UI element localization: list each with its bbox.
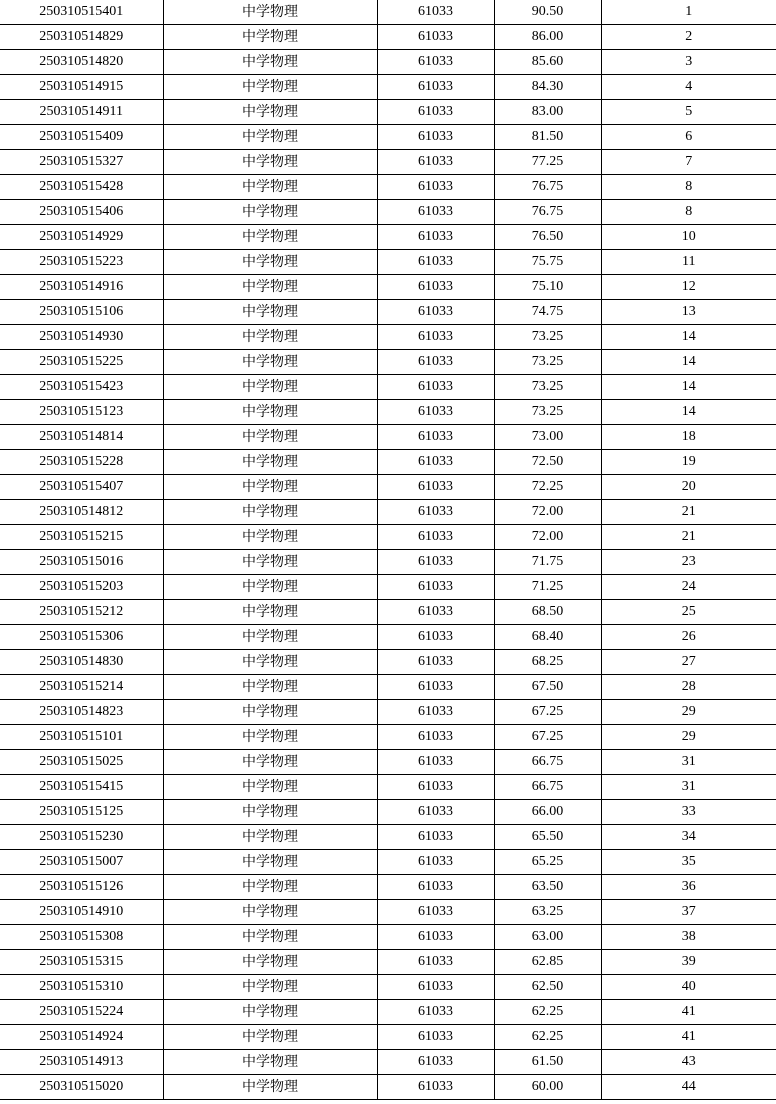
position-code-cell: 61033 — [377, 850, 494, 875]
score-cell: 62.50 — [494, 975, 601, 1000]
position-code-cell: 61033 — [377, 725, 494, 750]
position-code-cell: 61033 — [377, 800, 494, 825]
rank-cell: 40 — [601, 975, 776, 1000]
rank-cell: 20 — [601, 475, 776, 500]
subject-cell: 中学物理 — [163, 825, 377, 850]
score-cell: 71.75 — [494, 550, 601, 575]
subject-cell: 中学物理 — [163, 475, 377, 500]
subject-cell: 中学物理 — [163, 725, 377, 750]
rank-cell: 18 — [601, 425, 776, 450]
candidate-id-cell: 250310515228 — [0, 450, 163, 475]
position-code-cell: 61033 — [377, 0, 494, 25]
rank-cell: 14 — [601, 400, 776, 425]
table-row — [0, 1025, 776, 1050]
candidate-id-cell: 250310515230 — [0, 825, 163, 850]
position-code-cell: 61033 — [377, 525, 494, 550]
subject-cell: 中学物理 — [163, 975, 377, 1000]
position-code-cell: 61033 — [377, 750, 494, 775]
subject-cell: 中学物理 — [163, 50, 377, 75]
subject-cell: 中学物理 — [163, 450, 377, 475]
table-row — [0, 550, 776, 575]
subject-cell: 中学物理 — [163, 850, 377, 875]
table-row — [0, 275, 776, 300]
table-row — [0, 875, 776, 900]
candidate-id-cell: 250310515315 — [0, 950, 163, 975]
subject-cell: 中学物理 — [163, 375, 377, 400]
position-code-cell: 61033 — [377, 825, 494, 850]
candidate-id-cell: 250310515401 — [0, 0, 163, 25]
subject-cell: 中学物理 — [163, 550, 377, 575]
candidate-id-cell: 250310515310 — [0, 975, 163, 1000]
rank-cell: 24 — [601, 575, 776, 600]
table-row — [0, 225, 776, 250]
subject-cell: 中学物理 — [163, 625, 377, 650]
position-code-cell: 61033 — [377, 400, 494, 425]
rank-cell: 36 — [601, 875, 776, 900]
candidate-id-cell: 250310515203 — [0, 575, 163, 600]
rank-cell: 19 — [601, 450, 776, 475]
rank-cell: 41 — [601, 1000, 776, 1025]
candidate-id-cell: 250310515423 — [0, 375, 163, 400]
table-row — [0, 375, 776, 400]
table-row — [0, 925, 776, 950]
table-row — [0, 825, 776, 850]
rank-cell: 39 — [601, 950, 776, 975]
position-code-cell: 61033 — [377, 675, 494, 700]
score-cell: 83.00 — [494, 100, 601, 125]
position-code-cell: 61033 — [377, 350, 494, 375]
candidate-id-cell: 250310514916 — [0, 275, 163, 300]
table-row — [0, 675, 776, 700]
rank-cell: 25 — [601, 600, 776, 625]
candidate-id-cell: 250310514930 — [0, 325, 163, 350]
candidate-id-cell: 250310515415 — [0, 775, 163, 800]
rank-cell: 26 — [601, 625, 776, 650]
subject-cell: 中学物理 — [163, 600, 377, 625]
score-cell: 67.25 — [494, 725, 601, 750]
position-code-cell: 61033 — [377, 150, 494, 175]
candidate-id-cell: 250310515409 — [0, 125, 163, 150]
subject-cell: 中学物理 — [163, 0, 377, 25]
candidate-id-cell: 250310515223 — [0, 250, 163, 275]
subject-cell: 中学物理 — [163, 400, 377, 425]
table-row — [0, 975, 776, 1000]
table-row — [0, 0, 776, 25]
rank-cell: 38 — [601, 925, 776, 950]
table-row — [0, 200, 776, 225]
rank-cell: 31 — [601, 775, 776, 800]
position-code-cell: 61033 — [377, 325, 494, 350]
table-row — [0, 400, 776, 425]
rank-cell: 29 — [601, 700, 776, 725]
score-cell: 66.75 — [494, 775, 601, 800]
score-cell: 76.75 — [494, 175, 601, 200]
candidate-id-cell: 250310515126 — [0, 875, 163, 900]
rank-cell: 14 — [601, 325, 776, 350]
position-code-cell: 61033 — [377, 450, 494, 475]
position-code-cell: 61033 — [377, 650, 494, 675]
candidate-id-cell: 250310514929 — [0, 225, 163, 250]
score-cell: 72.25 — [494, 475, 601, 500]
position-code-cell: 61033 — [377, 975, 494, 1000]
position-code-cell: 61033 — [377, 950, 494, 975]
score-cell: 63.00 — [494, 925, 601, 950]
rank-cell: 5 — [601, 100, 776, 125]
candidate-id-cell: 250310515125 — [0, 800, 163, 825]
score-cell: 62.25 — [494, 1025, 601, 1050]
score-cell: 65.50 — [494, 825, 601, 850]
candidate-id-cell: 250310514829 — [0, 25, 163, 50]
rank-cell: 34 — [601, 825, 776, 850]
score-cell: 84.30 — [494, 75, 601, 100]
score-cell: 75.75 — [494, 250, 601, 275]
candidate-id-cell: 250310515214 — [0, 675, 163, 700]
table-row — [0, 900, 776, 925]
candidate-id-cell: 250310515327 — [0, 150, 163, 175]
subject-cell: 中学物理 — [163, 200, 377, 225]
table-row — [0, 725, 776, 750]
score-cell: 77.25 — [494, 150, 601, 175]
rank-cell: 29 — [601, 725, 776, 750]
subject-cell: 中学物理 — [163, 525, 377, 550]
table-row — [0, 1000, 776, 1025]
subject-cell: 中学物理 — [163, 300, 377, 325]
score-cell: 62.25 — [494, 1000, 601, 1025]
subject-cell: 中学物理 — [163, 225, 377, 250]
rank-cell: 41 — [601, 1025, 776, 1050]
table-row — [0, 325, 776, 350]
score-cell: 75.10 — [494, 275, 601, 300]
position-code-cell: 61033 — [377, 50, 494, 75]
rank-cell: 3 — [601, 50, 776, 75]
subject-cell: 中学物理 — [163, 75, 377, 100]
score-cell: 71.25 — [494, 575, 601, 600]
subject-cell: 中学物理 — [163, 925, 377, 950]
candidate-id-cell: 250310515406 — [0, 200, 163, 225]
subject-cell: 中学物理 — [163, 700, 377, 725]
table-row — [0, 1050, 776, 1075]
position-code-cell: 61033 — [377, 175, 494, 200]
score-cell: 86.00 — [494, 25, 601, 50]
candidate-id-cell: 250310514915 — [0, 75, 163, 100]
candidate-id-cell: 250310515123 — [0, 400, 163, 425]
subject-cell: 中学物理 — [163, 950, 377, 975]
candidate-id-cell: 250310514911 — [0, 100, 163, 125]
subject-cell: 中学物理 — [163, 125, 377, 150]
position-code-cell: 61033 — [377, 600, 494, 625]
table-row — [0, 475, 776, 500]
position-code-cell: 61033 — [377, 775, 494, 800]
score-cell: 90.50 — [494, 0, 601, 25]
subject-cell: 中学物理 — [163, 350, 377, 375]
position-code-cell: 61033 — [377, 300, 494, 325]
position-code-cell: 61033 — [377, 625, 494, 650]
position-code-cell: 61033 — [377, 1075, 494, 1100]
score-cell: 66.00 — [494, 800, 601, 825]
position-code-cell: 61033 — [377, 225, 494, 250]
score-cell: 65.25 — [494, 850, 601, 875]
subject-cell: 中学物理 — [163, 150, 377, 175]
subject-cell: 中学物理 — [163, 575, 377, 600]
position-code-cell: 61033 — [377, 275, 494, 300]
position-code-cell: 61033 — [377, 250, 494, 275]
table-row — [0, 575, 776, 600]
candidate-id-cell: 250310514823 — [0, 700, 163, 725]
rank-cell: 1 — [601, 0, 776, 25]
candidate-id-cell: 250310515224 — [0, 1000, 163, 1025]
table-row — [0, 75, 776, 100]
table-row — [0, 450, 776, 475]
table-row — [0, 100, 776, 125]
score-cell: 60.00 — [494, 1075, 601, 1100]
score-cell: 74.75 — [494, 300, 601, 325]
position-code-cell: 61033 — [377, 200, 494, 225]
position-code-cell: 61033 — [377, 475, 494, 500]
score-cell: 68.40 — [494, 625, 601, 650]
score-cell: 85.60 — [494, 50, 601, 75]
table-row — [0, 25, 776, 50]
candidate-id-cell: 250310515007 — [0, 850, 163, 875]
rank-cell: 8 — [601, 200, 776, 225]
subject-cell: 中学物理 — [163, 775, 377, 800]
score-cell: 72.00 — [494, 500, 601, 525]
score-cell: 81.50 — [494, 125, 601, 150]
score-cell: 62.85 — [494, 950, 601, 975]
position-code-cell: 61033 — [377, 500, 494, 525]
score-cell: 72.50 — [494, 450, 601, 475]
subject-cell: 中学物理 — [163, 650, 377, 675]
candidate-id-cell: 250310515016 — [0, 550, 163, 575]
rank-cell: 43 — [601, 1050, 776, 1075]
rank-cell: 11 — [601, 250, 776, 275]
score-cell: 72.00 — [494, 525, 601, 550]
table-row — [0, 600, 776, 625]
score-cell: 73.00 — [494, 425, 601, 450]
score-cell: 76.50 — [494, 225, 601, 250]
position-code-cell: 61033 — [377, 1050, 494, 1075]
candidate-id-cell: 250310515212 — [0, 600, 163, 625]
subject-cell: 中学物理 — [163, 325, 377, 350]
subject-cell: 中学物理 — [163, 100, 377, 125]
candidate-id-cell: 250310515020 — [0, 1075, 163, 1100]
subject-cell: 中学物理 — [163, 800, 377, 825]
subject-cell: 中学物理 — [163, 750, 377, 775]
rank-cell: 21 — [601, 525, 776, 550]
position-code-cell: 61033 — [377, 125, 494, 150]
rank-cell: 4 — [601, 75, 776, 100]
candidate-id-cell: 250310514910 — [0, 900, 163, 925]
score-cell: 68.25 — [494, 650, 601, 675]
table-row — [0, 800, 776, 825]
subject-cell: 中学物理 — [163, 1050, 377, 1075]
rank-cell: 33 — [601, 800, 776, 825]
score-cell: 73.25 — [494, 350, 601, 375]
candidate-id-cell: 250310514820 — [0, 50, 163, 75]
position-code-cell: 61033 — [377, 925, 494, 950]
candidate-id-cell: 250310515215 — [0, 525, 163, 550]
table-row — [0, 650, 776, 675]
table-row — [0, 50, 776, 75]
score-cell: 67.50 — [494, 675, 601, 700]
rank-cell: 31 — [601, 750, 776, 775]
rank-cell: 27 — [601, 650, 776, 675]
subject-cell: 中学物理 — [163, 1000, 377, 1025]
position-code-cell: 61033 — [377, 375, 494, 400]
rank-cell: 2 — [601, 25, 776, 50]
rank-cell: 10 — [601, 225, 776, 250]
score-cell: 67.25 — [494, 700, 601, 725]
score-cell: 73.25 — [494, 375, 601, 400]
rank-cell: 6 — [601, 125, 776, 150]
subject-cell: 中学物理 — [163, 175, 377, 200]
rank-cell: 13 — [601, 300, 776, 325]
table-row — [0, 700, 776, 725]
candidate-id-cell: 250310514814 — [0, 425, 163, 450]
subject-cell: 中学物理 — [163, 675, 377, 700]
position-code-cell: 61033 — [377, 1000, 494, 1025]
table-row — [0, 750, 776, 775]
position-code-cell: 61033 — [377, 75, 494, 100]
candidate-id-cell: 250310515407 — [0, 475, 163, 500]
candidate-id-cell: 250310515101 — [0, 725, 163, 750]
table-row — [0, 175, 776, 200]
table-row — [0, 300, 776, 325]
rank-cell: 7 — [601, 150, 776, 175]
candidate-id-cell: 250310515308 — [0, 925, 163, 950]
table-row — [0, 950, 776, 975]
candidate-id-cell: 250310515106 — [0, 300, 163, 325]
subject-cell: 中学物理 — [163, 875, 377, 900]
rank-cell: 35 — [601, 850, 776, 875]
rank-cell: 14 — [601, 350, 776, 375]
score-cell: 73.25 — [494, 400, 601, 425]
table-row — [0, 525, 776, 550]
subject-cell: 中学物理 — [163, 1025, 377, 1050]
candidate-id-cell: 250310514812 — [0, 500, 163, 525]
candidate-id-cell: 250310514924 — [0, 1025, 163, 1050]
position-code-cell: 61033 — [377, 550, 494, 575]
rank-cell: 44 — [601, 1075, 776, 1100]
position-code-cell: 61033 — [377, 25, 494, 50]
score-cell: 68.50 — [494, 600, 601, 625]
rank-cell: 28 — [601, 675, 776, 700]
table-row — [0, 350, 776, 375]
position-code-cell: 61033 — [377, 425, 494, 450]
table-row — [0, 425, 776, 450]
subject-cell: 中学物理 — [163, 250, 377, 275]
table-row — [0, 775, 776, 800]
score-cell: 76.75 — [494, 200, 601, 225]
table-row — [0, 850, 776, 875]
candidate-id-cell: 250310514913 — [0, 1050, 163, 1075]
position-code-cell: 61033 — [377, 1025, 494, 1050]
rank-cell: 14 — [601, 375, 776, 400]
position-code-cell: 61033 — [377, 700, 494, 725]
candidate-id-cell: 250310515428 — [0, 175, 163, 200]
table-row — [0, 500, 776, 525]
rank-cell: 23 — [601, 550, 776, 575]
position-code-cell: 61033 — [377, 100, 494, 125]
score-cell: 63.25 — [494, 900, 601, 925]
candidate-id-cell: 250310515025 — [0, 750, 163, 775]
subject-cell: 中学物理 — [163, 275, 377, 300]
score-cell: 63.50 — [494, 875, 601, 900]
position-code-cell: 61033 — [377, 900, 494, 925]
table-row — [0, 125, 776, 150]
position-code-cell: 61033 — [377, 875, 494, 900]
table-row — [0, 625, 776, 650]
rank-cell: 21 — [601, 500, 776, 525]
table-row — [0, 150, 776, 175]
score-cell: 61.50 — [494, 1050, 601, 1075]
score-cell: 73.25 — [494, 325, 601, 350]
table-row — [0, 1075, 776, 1100]
candidate-id-cell: 250310514830 — [0, 650, 163, 675]
subject-cell: 中学物理 — [163, 425, 377, 450]
subject-cell: 中学物理 — [163, 1075, 377, 1100]
position-code-cell: 61033 — [377, 575, 494, 600]
subject-cell: 中学物理 — [163, 500, 377, 525]
subject-cell: 中学物理 — [163, 900, 377, 925]
rank-cell: 8 — [601, 175, 776, 200]
table-row — [0, 250, 776, 275]
rank-cell: 12 — [601, 275, 776, 300]
candidate-id-cell: 250310515306 — [0, 625, 163, 650]
rank-cell: 37 — [601, 900, 776, 925]
candidate-id-cell: 250310515225 — [0, 350, 163, 375]
subject-cell: 中学物理 — [163, 25, 377, 50]
score-cell: 66.75 — [494, 750, 601, 775]
